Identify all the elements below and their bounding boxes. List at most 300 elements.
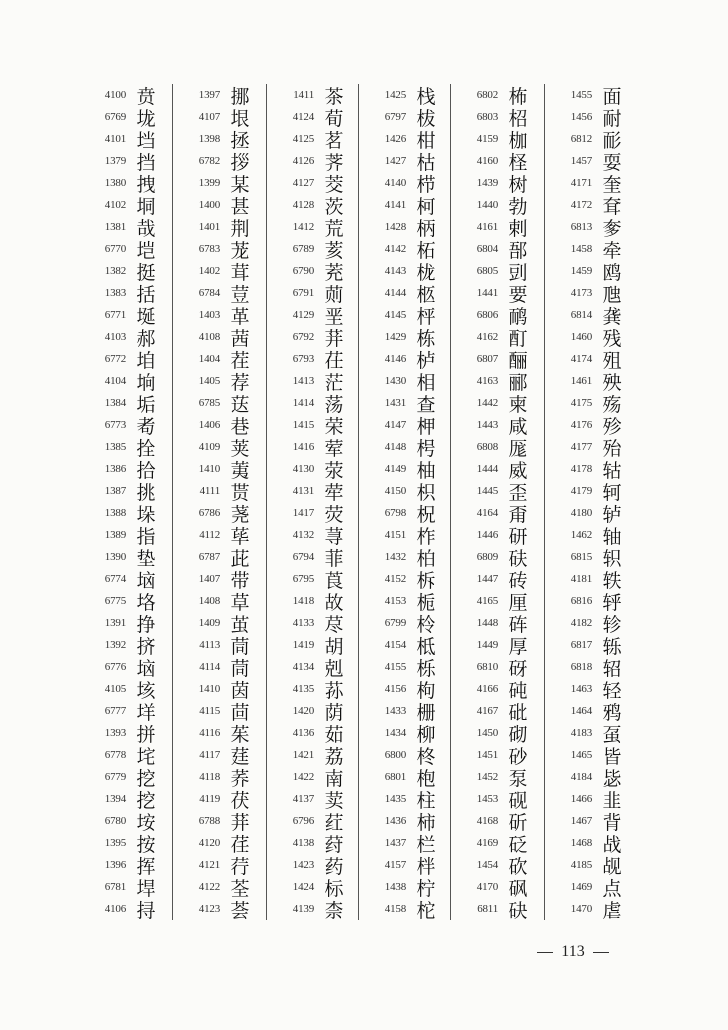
entry-character: 茸 bbox=[230, 261, 250, 284]
entry-character: 荔 bbox=[324, 745, 344, 768]
entry-code: 4159 bbox=[476, 133, 498, 145]
entry-code: 1463 bbox=[570, 683, 592, 695]
entry-character: 荥 bbox=[324, 459, 344, 482]
entry-character: 菲 bbox=[324, 547, 344, 570]
entry-character: 威 bbox=[508, 459, 528, 482]
entry-character: 茫 bbox=[324, 371, 344, 394]
entry-character: 荮 bbox=[324, 833, 344, 856]
entry-character: 荒 bbox=[324, 217, 344, 240]
column-divider bbox=[172, 84, 173, 920]
entry-character: 荀 bbox=[324, 107, 344, 130]
entry-character: 殄 bbox=[602, 415, 622, 438]
entry-code: 6816 bbox=[570, 595, 592, 607]
entry-code: 6815 bbox=[570, 551, 592, 563]
entry-character: 挪 bbox=[230, 85, 250, 108]
entry-character: 柨 bbox=[508, 85, 528, 108]
entry-code: 1447 bbox=[476, 573, 498, 585]
entry-code: 4120 bbox=[198, 837, 220, 849]
entry-code: 4121 bbox=[198, 859, 220, 871]
entry-code: 4142 bbox=[384, 243, 406, 255]
entry-code: 1379 bbox=[104, 155, 126, 167]
entry-code: 1415 bbox=[292, 419, 314, 431]
entry-code: 1426 bbox=[384, 133, 406, 145]
entry-character: 枵 bbox=[416, 437, 436, 460]
entry-code: 1391 bbox=[104, 617, 126, 629]
entry-character: 荆 bbox=[230, 217, 250, 240]
entry-character: 耍 bbox=[602, 151, 622, 174]
entry-code: 4183 bbox=[570, 727, 592, 739]
entry-code: 6777 bbox=[104, 705, 126, 717]
entry-code: 6789 bbox=[292, 243, 314, 255]
entry-code: 4133 bbox=[292, 617, 314, 629]
entry-character: 挺 bbox=[136, 261, 156, 284]
entry-code: 6813 bbox=[570, 221, 592, 233]
entry-character: 带 bbox=[230, 569, 250, 592]
entry-code: 4170 bbox=[476, 881, 498, 893]
entry-character: 皆 bbox=[602, 745, 622, 768]
entry-character: 挦 bbox=[136, 899, 156, 922]
entry-code: 4173 bbox=[570, 287, 592, 299]
entry-character: 荐 bbox=[230, 371, 250, 394]
entry-character: 点 bbox=[602, 877, 622, 900]
entry-code: 1451 bbox=[476, 749, 498, 761]
entry-character: 拶 bbox=[230, 151, 250, 174]
entry-character: 柏 bbox=[416, 547, 436, 570]
entry-code: 4122 bbox=[198, 881, 220, 893]
entry-character: 查 bbox=[416, 393, 436, 416]
entry-character: 栉 bbox=[416, 173, 436, 196]
entry-character: 荩 bbox=[324, 613, 344, 636]
entry-character: 轹 bbox=[602, 635, 622, 658]
entry-code: 1397 bbox=[198, 89, 220, 101]
entry-code: 1411 bbox=[293, 89, 314, 101]
entry-code: 4164 bbox=[476, 507, 498, 519]
entry-character: 荄 bbox=[324, 239, 344, 262]
entry-code: 4125 bbox=[292, 133, 314, 145]
entry-character: 觇 bbox=[602, 855, 622, 878]
entry-character: 砒 bbox=[508, 701, 528, 724]
entry-character: 荧 bbox=[324, 503, 344, 526]
entry-character: 虿 bbox=[602, 723, 622, 746]
entry-code: 4102 bbox=[104, 199, 126, 211]
entry-character: 砘 bbox=[508, 679, 528, 702]
entry-character: 鸸 bbox=[508, 305, 528, 328]
entry-code: 1396 bbox=[104, 859, 126, 871]
entry-character: 垟 bbox=[136, 701, 156, 724]
entry-character: 剋 bbox=[324, 657, 344, 680]
entry-code: 4138 bbox=[292, 837, 314, 849]
entry-code: 6817 bbox=[570, 639, 592, 651]
entry-character: 轺 bbox=[602, 657, 622, 680]
entry-code: 1425 bbox=[384, 89, 406, 101]
entry-character: 奎 bbox=[602, 173, 622, 196]
entry-code: 1435 bbox=[384, 793, 406, 805]
entry-character: 茯 bbox=[230, 789, 250, 812]
entry-code: 4181 bbox=[570, 573, 592, 585]
entry-character: 荣 bbox=[324, 415, 344, 438]
entry-code: 4104 bbox=[104, 375, 126, 387]
entry-code: 4157 bbox=[384, 859, 406, 871]
entry-character: 剅 bbox=[508, 261, 528, 284]
column-1 bbox=[86, 84, 166, 924]
entry-code: 1458 bbox=[570, 243, 592, 255]
entry-code: 1419 bbox=[292, 639, 314, 651]
entry-code: 4126 bbox=[292, 155, 314, 167]
entry-character: 荛 bbox=[230, 503, 250, 526]
entry-code: 6791 bbox=[292, 287, 314, 299]
entry-code: 1395 bbox=[104, 837, 126, 849]
entry-character: 荭 bbox=[324, 811, 344, 834]
entry-code: 4165 bbox=[476, 595, 498, 607]
entry-code: 1468 bbox=[570, 837, 592, 849]
entry-code: 6794 bbox=[292, 551, 314, 563]
entry-character: 挡 bbox=[136, 151, 156, 174]
entry-code: 4175 bbox=[570, 397, 592, 409]
entry-code: 6785 bbox=[198, 397, 220, 409]
entry-code: 1418 bbox=[292, 595, 314, 607]
entry-character: 柞 bbox=[416, 525, 436, 548]
entry-character: 荦 bbox=[324, 481, 344, 504]
entry-character: 耇 bbox=[136, 415, 156, 438]
entry-code: 4119 bbox=[199, 793, 220, 805]
list-item bbox=[552, 898, 627, 920]
entry-code: 1457 bbox=[570, 155, 592, 167]
entry-character: 枷 bbox=[508, 129, 528, 152]
entry-code: 4131 bbox=[292, 485, 314, 497]
entry-code: 4116 bbox=[199, 727, 220, 739]
entry-character: 耷 bbox=[602, 195, 622, 218]
entry-code: 1417 bbox=[292, 507, 314, 519]
list-item bbox=[180, 898, 255, 920]
entry-code: 4169 bbox=[476, 837, 498, 849]
entry-code: 4128 bbox=[292, 199, 314, 211]
entry-code: 4137 bbox=[292, 793, 314, 805]
entry-character: 郦 bbox=[508, 371, 528, 394]
entry-character: 柢 bbox=[416, 635, 436, 658]
entry-character: 莛 bbox=[230, 745, 250, 768]
entry-code: 1431 bbox=[384, 397, 406, 409]
entry-code: 1414 bbox=[292, 397, 314, 409]
entry-character: 厖 bbox=[508, 437, 528, 460]
entry-character: 拽 bbox=[136, 173, 156, 196]
entry-character: 茬 bbox=[230, 349, 250, 372]
entry-code: 6796 bbox=[292, 815, 314, 827]
entry-code: 1453 bbox=[476, 793, 498, 805]
entry-code: 1461 bbox=[570, 375, 592, 387]
entry-code: 1432 bbox=[384, 551, 406, 563]
entry-code: 6793 bbox=[292, 353, 314, 365]
entry-code: 6783 bbox=[198, 243, 220, 255]
entry-character: 砚 bbox=[508, 789, 528, 812]
entry-code: 6798 bbox=[384, 507, 406, 519]
entry-character: 茜 bbox=[230, 327, 250, 350]
entry-character: 砑 bbox=[508, 657, 528, 680]
entry-character: 茱 bbox=[230, 723, 250, 746]
entry-character: 柙 bbox=[416, 415, 436, 438]
entry-code: 4113 bbox=[199, 639, 220, 651]
entry-character: 指 bbox=[136, 525, 156, 548]
entry-character: 垓 bbox=[136, 679, 156, 702]
entry-code: 4115 bbox=[199, 705, 220, 717]
entry-code: 6778 bbox=[104, 749, 126, 761]
entry-code: 4180 bbox=[570, 507, 592, 519]
entry-character: 茵 bbox=[230, 679, 250, 702]
entry-code: 6788 bbox=[198, 815, 220, 827]
entry-code: 4178 bbox=[570, 463, 592, 475]
entry-character: 南 bbox=[324, 767, 344, 790]
entry-character: 树 bbox=[508, 173, 528, 196]
entry-code: 1401 bbox=[198, 221, 220, 233]
entry-code: 6803 bbox=[476, 111, 498, 123]
entry-character: 荬 bbox=[324, 789, 344, 812]
entry-code: 4148 bbox=[384, 441, 406, 453]
entry-character: 柊 bbox=[416, 745, 436, 768]
entry-character: 荳 bbox=[230, 283, 250, 306]
entry-character: 胡 bbox=[324, 635, 344, 658]
entry-code: 4147 bbox=[384, 419, 406, 431]
entry-character: 郚 bbox=[508, 239, 528, 262]
entry-character: 垎 bbox=[136, 591, 156, 614]
entry-character: 哉 bbox=[136, 217, 156, 240]
entry-code: 6779 bbox=[104, 771, 126, 783]
entry-character: 荫 bbox=[324, 701, 344, 724]
entry-code: 6797 bbox=[384, 111, 406, 123]
entry-code: 6795 bbox=[292, 573, 314, 585]
entry-character: 砍 bbox=[508, 855, 528, 878]
entry-character: 柬 bbox=[508, 393, 528, 416]
entry-code: 4174 bbox=[570, 353, 592, 365]
entry-character: 砆 bbox=[508, 547, 528, 570]
entry-code: 4143 bbox=[384, 265, 406, 277]
entry-code: 1430 bbox=[384, 375, 406, 387]
entry-code: 4168 bbox=[476, 815, 498, 827]
entry-code: 1390 bbox=[104, 551, 126, 563]
entry-code: 4111 bbox=[199, 485, 220, 497]
entry-character: 荞 bbox=[230, 767, 250, 790]
entry-character: 柈 bbox=[416, 855, 436, 878]
entry-code: 1382 bbox=[104, 265, 126, 277]
entry-character: 挖 bbox=[136, 789, 156, 812]
entry-code: 6769 bbox=[104, 111, 126, 123]
footer-dash-left bbox=[537, 952, 553, 953]
entry-code: 4107 bbox=[198, 111, 220, 123]
entry-code: 6771 bbox=[104, 309, 126, 321]
entry-code: 1465 bbox=[570, 749, 592, 761]
entry-character: 垌 bbox=[136, 195, 156, 218]
entry-character: 埏 bbox=[136, 305, 156, 328]
entry-code: 4150 bbox=[384, 485, 406, 497]
entry-code: 6787 bbox=[198, 551, 220, 563]
entry-character: 荟 bbox=[230, 899, 250, 922]
entry-code: 6805 bbox=[476, 265, 498, 277]
entry-character: 要 bbox=[508, 283, 528, 306]
entry-character: 茗 bbox=[324, 129, 344, 152]
entry-character: 挖 bbox=[136, 767, 156, 790]
entry-code: 6804 bbox=[476, 243, 498, 255]
entry-code: 4129 bbox=[292, 309, 314, 321]
entry-character: 砖 bbox=[508, 569, 528, 592]
entry-character: 茼 bbox=[230, 635, 250, 658]
entry-character: 耐 bbox=[602, 107, 622, 130]
entry-character: 轸 bbox=[602, 613, 622, 636]
entry-character: 挑 bbox=[136, 481, 156, 504]
entry-character: 草 bbox=[230, 591, 250, 614]
entry-code: 6772 bbox=[104, 353, 126, 365]
entry-character: 柩 bbox=[416, 283, 436, 306]
entry-code: 6806 bbox=[476, 309, 498, 321]
entry-code: 4146 bbox=[384, 353, 406, 365]
entry-code: 1412 bbox=[292, 221, 314, 233]
entry-character: 甚 bbox=[230, 195, 250, 218]
entry-character: 茼 bbox=[230, 657, 250, 680]
entry-character: 毖 bbox=[602, 767, 622, 790]
entry-character: 枹 bbox=[416, 767, 436, 790]
entry-code: 1452 bbox=[476, 771, 498, 783]
entry-code: 1438 bbox=[384, 881, 406, 893]
entry-code: 4161 bbox=[476, 221, 498, 233]
entry-character: 垴 bbox=[136, 657, 156, 680]
column-divider bbox=[450, 84, 451, 920]
entry-character: 轴 bbox=[602, 525, 622, 548]
entry-character: 轳 bbox=[602, 503, 622, 526]
entry-code: 4127 bbox=[292, 177, 314, 189]
entry-code: 6801 bbox=[384, 771, 406, 783]
entry-code: 4160 bbox=[476, 155, 498, 167]
entry-character: 酾 bbox=[508, 349, 528, 372]
entry-character: 荓 bbox=[230, 811, 250, 834]
entry-code: 1408 bbox=[198, 595, 220, 607]
entry-character: 柭 bbox=[416, 107, 436, 130]
entry-character: 甭 bbox=[508, 503, 528, 526]
entry-code: 4106 bbox=[104, 903, 126, 915]
entry-code: 4114 bbox=[199, 661, 220, 673]
entry-code: 4158 bbox=[384, 903, 406, 915]
entry-character: 荇 bbox=[230, 855, 250, 878]
entry-character: 鸥 bbox=[602, 261, 622, 284]
entry-character: 垞 bbox=[136, 745, 156, 768]
entry-code: 4149 bbox=[384, 463, 406, 475]
entry-character: 标 bbox=[324, 877, 344, 900]
entry-code: 1409 bbox=[198, 617, 220, 629]
column-3 bbox=[274, 84, 354, 924]
entry-character: 挣 bbox=[136, 613, 156, 636]
entry-character: 栌 bbox=[416, 349, 436, 372]
entry-code: 4100 bbox=[104, 89, 126, 101]
entry-code: 1420 bbox=[292, 705, 314, 717]
list-item bbox=[458, 898, 533, 920]
entry-code: 6774 bbox=[104, 573, 126, 585]
column-divider bbox=[358, 84, 359, 920]
entry-code: 1442 bbox=[476, 397, 498, 409]
entry-character: 厘 bbox=[508, 591, 528, 614]
entry-character: 泵 bbox=[508, 767, 528, 790]
entry-code: 1443 bbox=[476, 419, 498, 431]
entry-character: 背 bbox=[602, 811, 622, 834]
entry-code: 1450 bbox=[476, 727, 498, 739]
entry-code: 4132 bbox=[292, 529, 314, 541]
entry-code: 1455 bbox=[570, 89, 592, 101]
entry-code: 1445 bbox=[476, 485, 498, 497]
entry-code: 1464 bbox=[570, 705, 592, 717]
entry-character: 残 bbox=[602, 327, 622, 350]
entry-character: 厚 bbox=[508, 635, 528, 658]
entry-character: 荚 bbox=[230, 437, 250, 460]
entry-code: 4185 bbox=[570, 859, 592, 871]
entry-character: 柁 bbox=[416, 899, 436, 922]
entry-code: 1466 bbox=[570, 793, 592, 805]
entry-code: 4123 bbox=[198, 903, 220, 915]
entry-character: 柖 bbox=[508, 107, 528, 130]
entry-code: 1467 bbox=[570, 815, 592, 827]
entry-code: 6776 bbox=[104, 661, 126, 673]
entry-code: 6802 bbox=[476, 89, 498, 101]
entry-code: 4140 bbox=[384, 177, 406, 189]
entry-code: 6790 bbox=[292, 265, 314, 277]
entry-character: 咸 bbox=[508, 415, 528, 438]
entry-character: 砂 bbox=[508, 745, 528, 768]
entry-character: 牵 bbox=[602, 239, 622, 262]
entry-character: 柘 bbox=[416, 239, 436, 262]
entry-code: 4153 bbox=[384, 595, 406, 607]
entry-character: 垴 bbox=[136, 569, 156, 592]
entry-code: 4101 bbox=[104, 133, 126, 145]
entry-code: 4141 bbox=[384, 199, 406, 211]
entry-code: 4135 bbox=[292, 683, 314, 695]
entry-character: 轱 bbox=[602, 459, 622, 482]
entry-character: 拴 bbox=[136, 437, 156, 460]
entry-character: 垾 bbox=[136, 877, 156, 900]
entry-code: 6812 bbox=[570, 133, 592, 145]
entry-code: 4112 bbox=[199, 529, 220, 541]
entry-code: 1456 bbox=[570, 111, 592, 123]
entry-code: 1459 bbox=[570, 265, 592, 277]
entry-character: 面 bbox=[602, 85, 622, 108]
entry-character: 垍 bbox=[136, 349, 156, 372]
entry-code: 1410 bbox=[198, 683, 220, 695]
entry-code: 1392 bbox=[104, 639, 126, 651]
entry-character: 柝 bbox=[416, 569, 436, 592]
column-6 bbox=[552, 84, 632, 924]
entry-character: 砄 bbox=[508, 899, 528, 922]
entry-character: 韭 bbox=[602, 789, 622, 812]
entry-character: 荨 bbox=[324, 525, 344, 548]
entry-code: 6784 bbox=[198, 287, 220, 299]
entry-character: 荏 bbox=[230, 833, 250, 856]
entry-code: 1386 bbox=[104, 463, 126, 475]
entry-code: 1413 bbox=[292, 375, 314, 387]
entry-code: 1444 bbox=[476, 463, 498, 475]
list-item bbox=[274, 898, 349, 920]
entry-code: 1423 bbox=[292, 859, 314, 871]
entry-code: 1393 bbox=[104, 727, 126, 739]
entry-character: 茌 bbox=[324, 349, 344, 372]
entry-character: 莨 bbox=[324, 569, 344, 592]
list-item bbox=[86, 898, 161, 920]
entry-code: 6810 bbox=[476, 661, 498, 673]
entry-code: 6799 bbox=[384, 617, 406, 629]
column-5 bbox=[458, 84, 538, 924]
entry-character: 勃 bbox=[508, 195, 528, 218]
entry-code: 1410 bbox=[198, 463, 220, 475]
entry-character: 荃 bbox=[230, 877, 250, 900]
column-4 bbox=[366, 84, 446, 924]
entry-code: 4108 bbox=[198, 331, 220, 343]
column-divider bbox=[266, 84, 267, 920]
entry-character: 砗 bbox=[508, 613, 528, 636]
entry-code: 1399 bbox=[198, 177, 220, 189]
entry-code: 4136 bbox=[292, 727, 314, 739]
entry-code: 6818 bbox=[570, 661, 592, 673]
